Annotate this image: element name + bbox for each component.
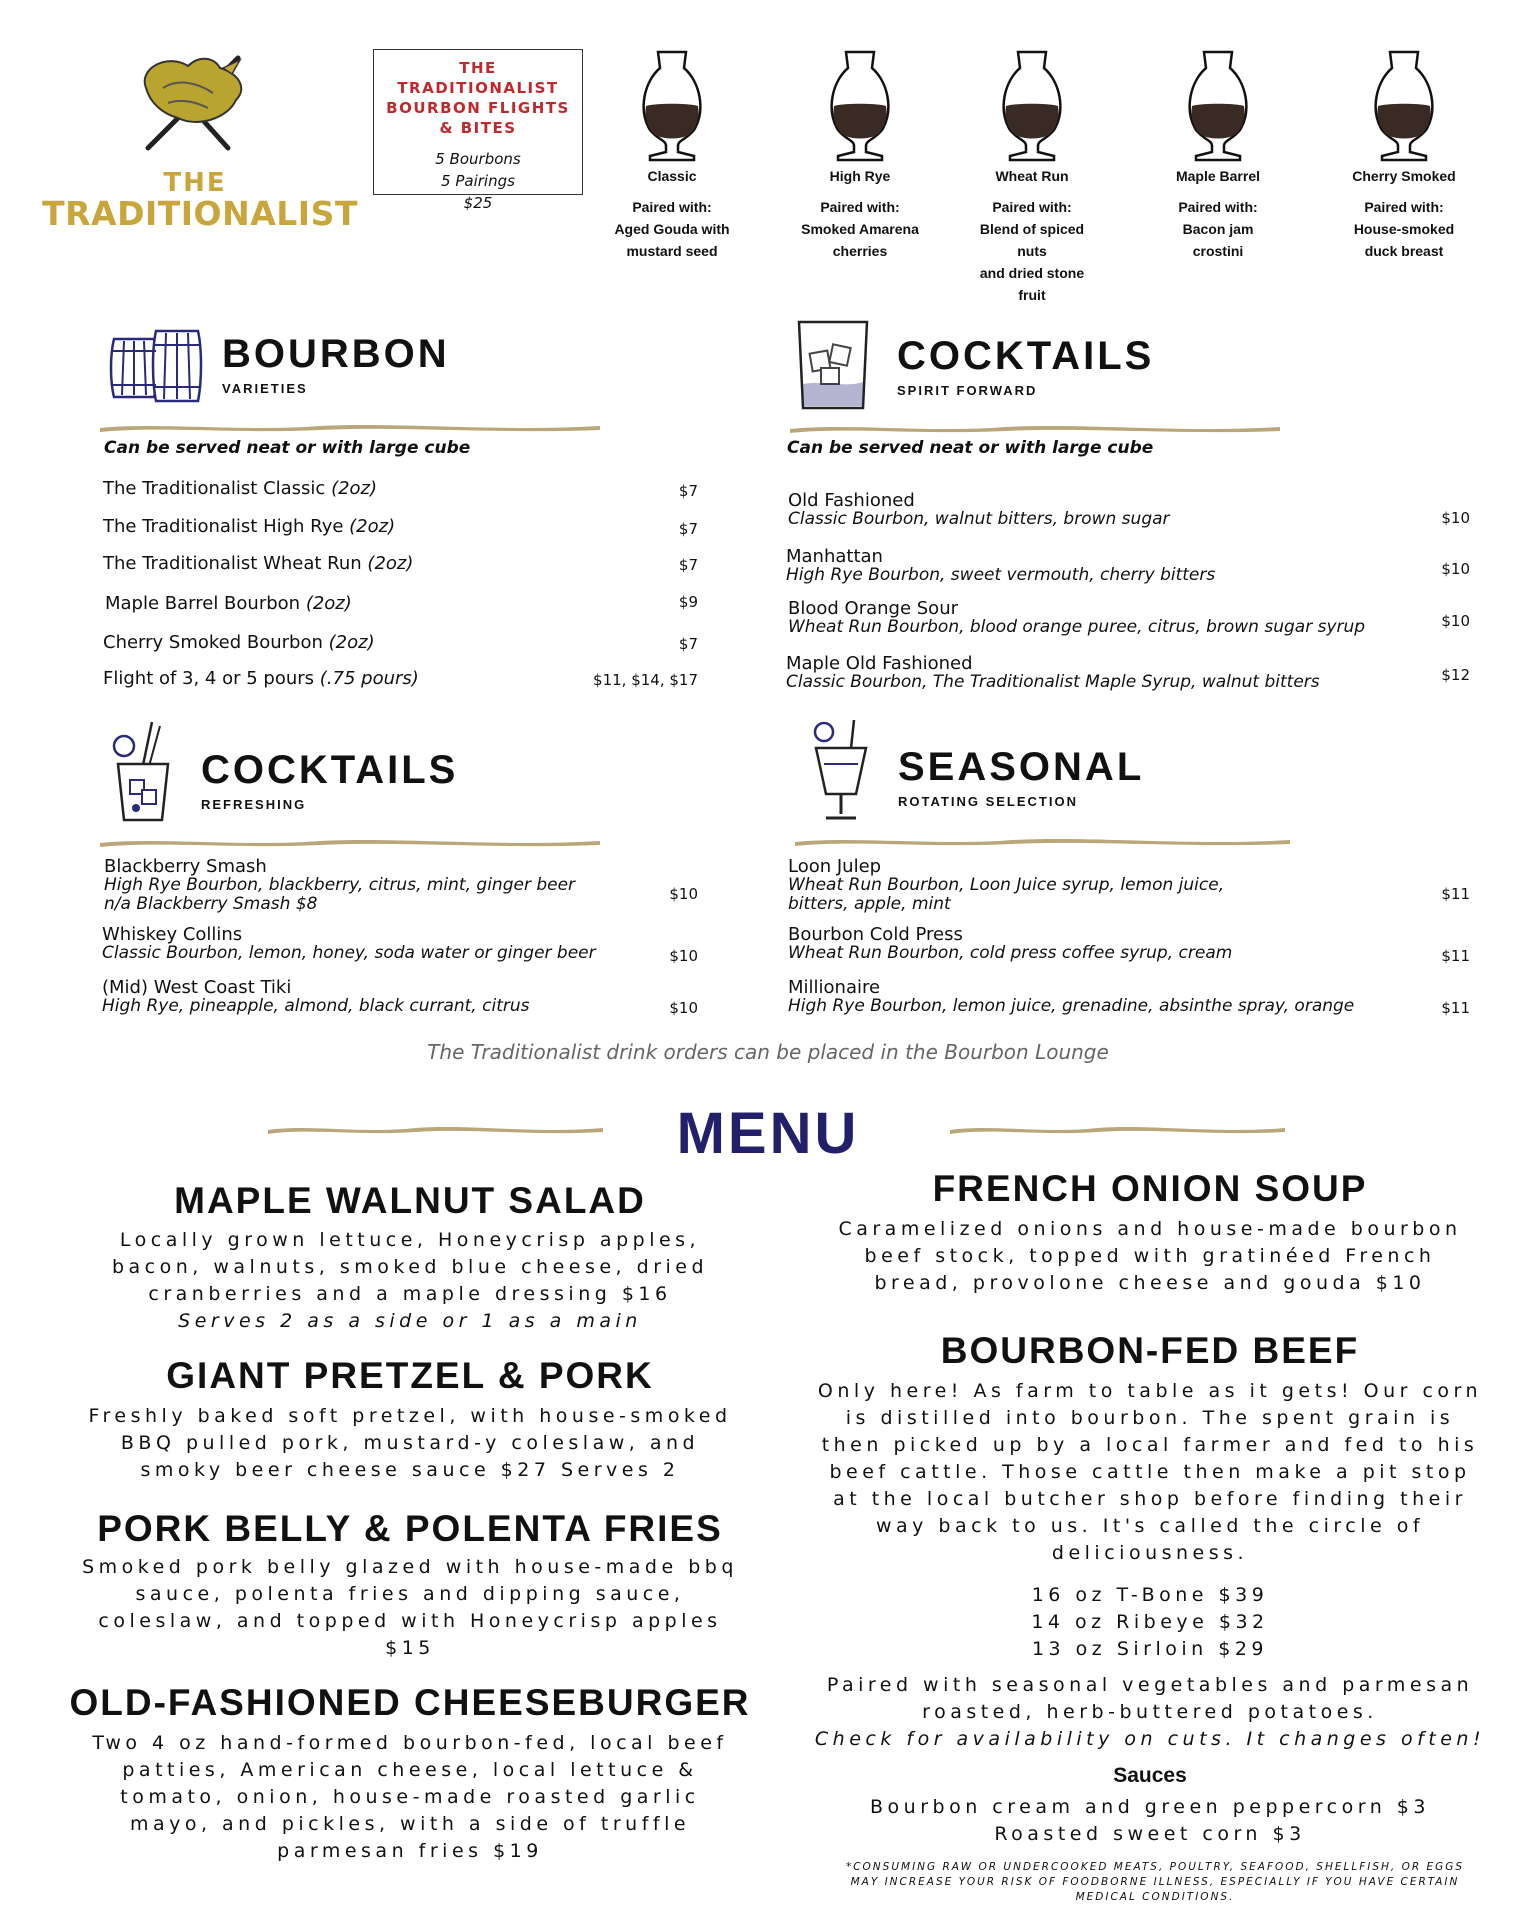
barrels-icon (108, 325, 204, 407)
glass-pair-line2: cherries (832, 243, 888, 259)
beef-pairing: Paired with seasonal vegetables and parmesan roasted, herb-buttered potatoes. Check for availability on cuts. It changes often! (814, 1674, 1486, 1750)
glass-maple-barrel (1158, 48, 1278, 262)
seasonal-title: SEASONAL (898, 745, 1145, 789)
glass-wheat-run (972, 48, 1092, 306)
glencairn-glass-icon (822, 48, 898, 162)
glass-pair-line1: Aged Gouda with (614, 221, 730, 237)
bourbon-item: Maple Barrel Bourbon (2oz) (105, 593, 352, 614)
dish-description: Locally grown lettuce, Honeycrisp apples, bacon, walnuts, smoked blue cheese, dried cranberries and a maple dressing $16 Serves 2 as a side or 1 as a main (111, 1229, 709, 1332)
glencairn-glass-icon (994, 48, 1070, 162)
dish-title: BOURBON-FED BEEF (940, 1330, 1360, 1371)
dish-title: PORK BELLY & POLENTA FRIES (97, 1508, 723, 1549)
cocktail-price: $10 (669, 947, 698, 965)
flights-price: $25 (463, 194, 493, 212)
bourbon-price: $7 (678, 482, 698, 500)
dish-title: MAPLE WALNUT SALAD (174, 1180, 646, 1221)
gold-brush-divider (100, 420, 600, 434)
flights-bourbons: 5 Bourbons (435, 150, 521, 168)
bourbon-note: Can be served neat or with large cube (104, 438, 471, 458)
cocktail-price: $10 (669, 999, 698, 1017)
glass-pair-line2: and dried stone fruit (979, 265, 1085, 303)
dish-description: Only here! As farm to table as it gets! Our corn is distilled into bourbon. The spent grain is then picked up by a local farmer and fed to his beef cattle. Those cattle then make a pit stop at the local butcher shop before finding their way back to us. It's called the circle of deliciousness. (817, 1380, 1483, 1564)
bourbon-price: $11, $14, $17 (593, 671, 698, 689)
glass-paired-label: Paired with: (820, 199, 900, 215)
seasonal-item: Bourbon Cold Press Wheat Run Bourbon, cold press coffee syrup, cream (788, 924, 1233, 963)
glass-pair-line1: Blend of spiced nuts (979, 221, 1085, 259)
bourbon-item: Flight of 3, 4 or 5 pours (.75 pours) (103, 668, 419, 689)
seasonal-price: $11 (1441, 885, 1470, 903)
gold-brush-divider (100, 835, 600, 849)
bourbon-price: $7 (678, 556, 698, 574)
beef-cuts: 16 oz T-Bone $39 14 oz Ribeye $32 13 oz Sirloin $29 (1031, 1584, 1269, 1660)
cocktails-spirit-subtitle: SPIRIT FORWARD (897, 383, 1038, 398)
dish-description: Freshly baked soft pretzel, with house-smoked BBQ pulled pork, mustard-y coleslaw, and smoky beer cheese sauce $27 Serves 2 (88, 1405, 732, 1481)
glass-paired-label: Paired with: (632, 199, 712, 215)
dish-title: OLD-FASHIONED CHEESEBURGER (69, 1682, 751, 1723)
tall-glass-drink-icon (810, 718, 872, 824)
bourbon-item: The Traditionalist High Rye (2oz) (103, 516, 396, 537)
menu-title: MENU (676, 1101, 860, 1166)
glass-classic (612, 48, 732, 262)
cocktail-item: (Mid) West Coast Tiki High Rye, pineapple, almond, black currant, citrus (102, 977, 530, 1016)
glass-paired-label: Paired with: (1178, 199, 1258, 215)
glass-name: Cherry Smoked (1352, 168, 1456, 184)
dish-title: GIANT PRETZEL & PORK (166, 1355, 654, 1396)
glass-paired-label: Paired with: (1364, 199, 1444, 215)
dish-description: Caramelized onions and house-made bourbon beef stock, topped with gratinéed French bread, provolone cheese and gouda $10 (838, 1218, 1462, 1294)
glass-pair-line1: Smoked Amarena (801, 221, 919, 237)
cocktail-price: $10 (1441, 560, 1470, 578)
flights-pairings: 5 Pairings (441, 172, 515, 190)
cocktails-spirit-note: Can be served neat or with large cube (787, 438, 1154, 458)
glass-high-rye (800, 48, 920, 262)
glass-name: Classic (647, 168, 697, 184)
cocktail-price: $10 (669, 885, 698, 903)
cocktail-price: $10 (1441, 612, 1470, 630)
bourbon-item: The Traditionalist Wheat Run (2oz) (103, 553, 414, 574)
sauces-title: Sauces (1113, 1764, 1187, 1787)
glass-paired-label: Paired with: (992, 199, 1072, 215)
glass-name: Maple Barrel (1175, 168, 1261, 184)
bourbon-item: Cherry Smoked Bourbon (2oz) (103, 632, 375, 653)
cocktail-item: Maple Old Fashioned Classic Bourbon, The Traditionalist Maple Syrup, walnut bitters (786, 653, 1320, 692)
dish-description: Smoked pork belly glazed with house-made bbq sauce, polenta fries and dipping sauce, coleslaw, and topped with Honeycrisp apples $15 (82, 1556, 738, 1659)
cocktail-item: Manhattan High Rye Bourbon, sweet vermouth, cherry bitters (786, 546, 1216, 585)
glass-pair-line2: mustard seed (626, 243, 718, 259)
flights-title: THE TRADITIONALIST BOURBON FLIGHTS & BITES (386, 59, 570, 137)
gold-brush-divider (950, 1122, 1285, 1136)
gold-brush-divider (795, 834, 1290, 848)
flights-box (373, 49, 583, 212)
lounge-note: The Traditionalist drink orders can be placed in the Bourbon Lounge (427, 1040, 1109, 1064)
bourbon-price: $7 (678, 635, 698, 653)
seasonal-item: Loon Julep Wheat Run Bourbon, Loon Juice syrup, lemon juice, bitters, apple, mint (788, 856, 1225, 914)
cocktails-refreshing-subtitle: REFRESHING (201, 797, 307, 812)
cocktail-item: Whiskey Collins Classic Bourbon, lemon, honey, soda water or ginger beer (102, 924, 596, 963)
highball-drink-icon (108, 720, 178, 824)
logo-the-text: THE (163, 168, 227, 198)
dish-title: FRENCH ONION SOUP (932, 1168, 1368, 1209)
bourbon-title: BOURBON (222, 332, 450, 376)
cocktail-price: $12 (1441, 666, 1470, 684)
bourbon-item: The Traditionalist Classic (2oz) (103, 478, 378, 499)
logo-name-text: TRADITIONALIST (42, 194, 358, 233)
glencairn-glass-icon (634, 48, 710, 162)
glass-pair-line1: Bacon jam crostini (1182, 221, 1254, 259)
cocktail-item: Old Fashioned Classic Bourbon, walnut bitters, brown sugar (788, 490, 1170, 529)
glass-pair-line1: House-smoked (1353, 221, 1455, 237)
glass-cherry-smoked (1344, 48, 1464, 262)
cocktail-item: Blackberry Smash High Rye Bourbon, blackberry, citrus, mint, ginger beer n/a Blackberry Smash $8 (104, 856, 576, 914)
pheasant-logo-icon (128, 48, 258, 168)
glass-name: High Rye (829, 168, 891, 184)
bourbon-subtitle: VARIETIES (222, 381, 308, 396)
gold-brush-divider (790, 421, 1280, 435)
dish-description: Two 4 oz hand-formed bourbon-fed, local beef patties, American cheese, local lettuce & tomato, onion, house-made roasted garlic mayo, and pickles, with a side of truffle parmesan fries $19 (92, 1732, 728, 1862)
cocktails-refreshing-title: COCKTAILS (201, 748, 459, 792)
seasonal-item: Millionaire High Rye Bourbon, lemon juice, grenadine, absinthe spray, orange (788, 977, 1355, 1016)
seasonal-price: $11 (1441, 999, 1470, 1017)
bourbon-price: $7 (678, 520, 698, 538)
seasonal-subtitle: ROTATING SELECTION (898, 794, 1078, 809)
cocktail-price: $10 (1441, 509, 1470, 527)
consumption-disclaimer: *CONSUMING RAW OR UNDERCOOKED MEATS, POULTRY, SEAFOOD, SHELLFISH, OR EGGS MAY INCREASE YOUR RISK OF FOODBORNE ILLNESS, ESPECIALLY IF YOU HAVE CERTAIN MEDICAL CONDITIONS. (845, 1861, 1465, 1903)
glass-name: Wheat Run (995, 168, 1069, 184)
glencairn-glass-icon (1180, 48, 1256, 162)
cocktails-spirit-title: COCKTAILS (897, 334, 1155, 378)
seasonal-price: $11 (1441, 947, 1470, 965)
sauces-list: Bourbon cream and green peppercorn $3 Roasted sweet corn $3 (870, 1796, 1430, 1845)
rocks-glass-icon (795, 318, 871, 414)
glencairn-glass-icon (1366, 48, 1442, 162)
cocktail-item: Blood Orange Sour Wheat Run Bourbon, blood orange puree, citrus, brown sugar syrup (788, 598, 1366, 637)
glass-pair-line2: duck breast (1364, 243, 1444, 259)
bourbon-price: $9 (678, 593, 698, 611)
